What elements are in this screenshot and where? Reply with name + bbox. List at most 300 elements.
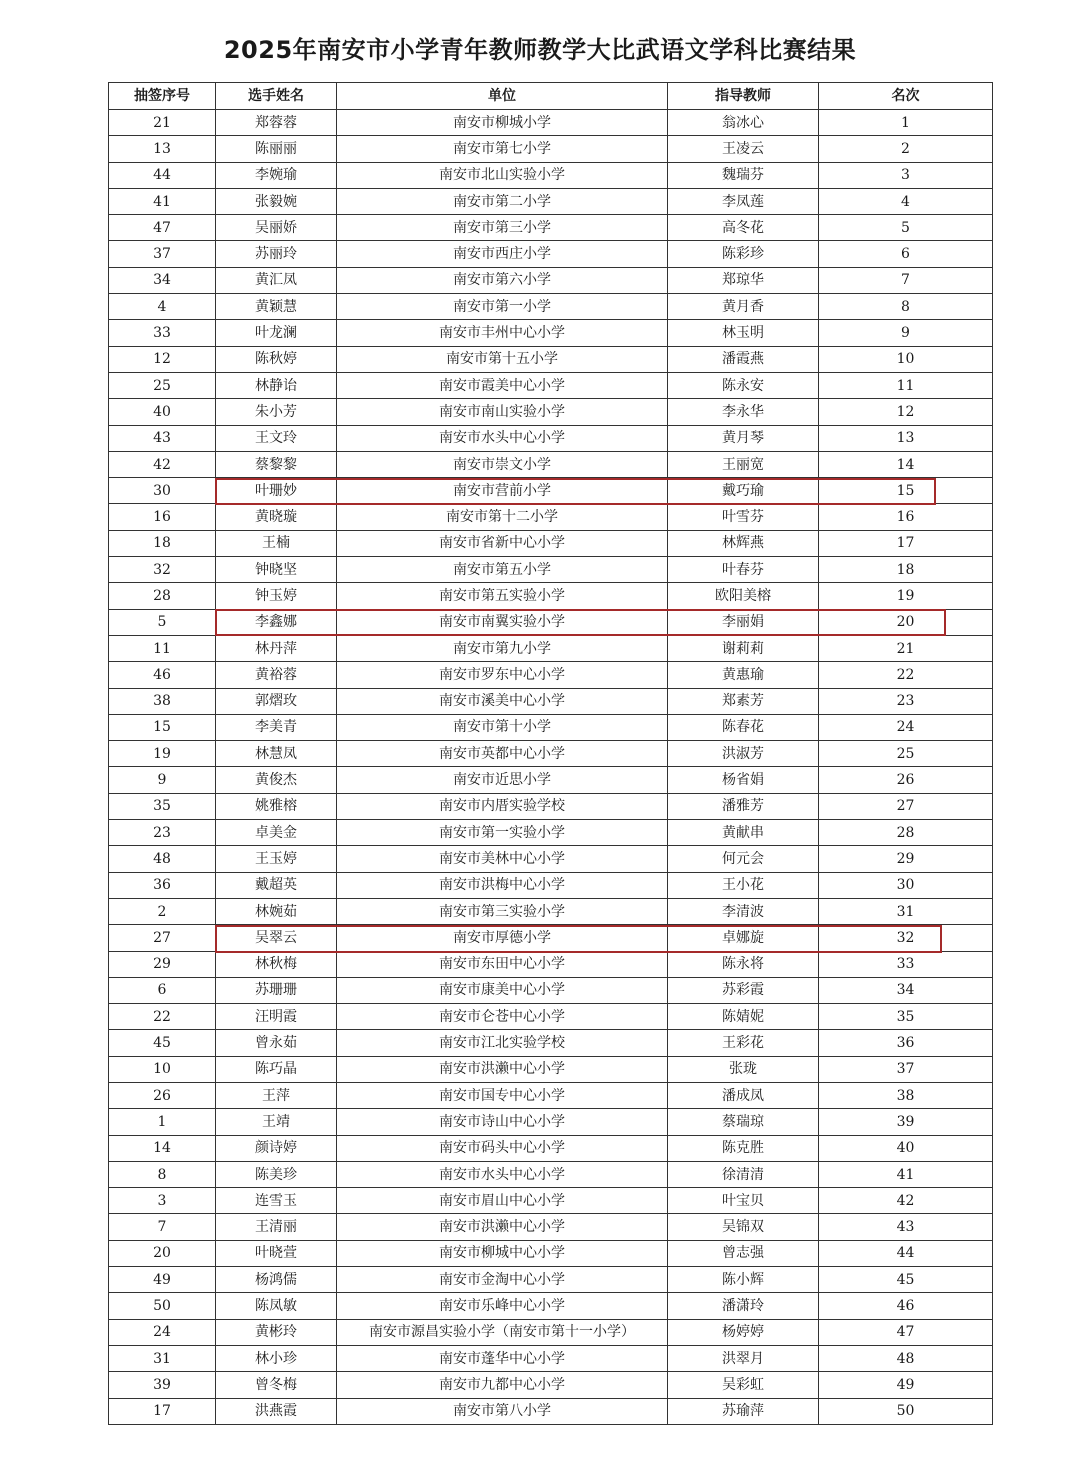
table-row <box>109 977 993 1003</box>
rank-cell: 43 <box>819 1214 993 1240</box>
mentor-cell: 叶宝贝 <box>668 1188 819 1214</box>
draw-number-cell: 26 <box>109 1082 216 1108</box>
contestant-name-cell: 陈丽丽 <box>216 136 337 162</box>
rank-cell: 22 <box>819 662 993 688</box>
table-row <box>109 1161 993 1187</box>
draw-number-cell: 9 <box>109 767 216 793</box>
school-cell: 南安市金淘中心小学 <box>337 1267 668 1293</box>
draw-number-cell: 42 <box>109 451 216 477</box>
table-row <box>109 320 993 346</box>
table-row <box>109 110 993 136</box>
contestant-name-cell: 黄彬玲 <box>216 1319 337 1345</box>
school-cell: 南安市第十二小学 <box>337 504 668 530</box>
draw-number-cell: 34 <box>109 267 216 293</box>
mentor-cell: 陈婧妮 <box>668 1004 819 1030</box>
draw-number-cell: 11 <box>109 635 216 661</box>
mentor-cell: 魏瑞芬 <box>668 162 819 188</box>
school-cell: 南安市第三小学 <box>337 215 668 241</box>
rank-cell: 33 <box>819 951 993 977</box>
mentor-cell: 翁冰心 <box>668 110 819 136</box>
contestant-name-cell: 卓美金 <box>216 820 337 846</box>
rank-cell: 7 <box>819 267 993 293</box>
rank-cell: 1 <box>819 110 993 136</box>
mentor-cell: 徐清清 <box>668 1161 819 1187</box>
mentor-cell: 陈彩珍 <box>668 241 819 267</box>
contestant-name-cell: 黄俊杰 <box>216 767 337 793</box>
rank-cell: 5 <box>819 215 993 241</box>
school-cell: 南安市蓬华中心小学 <box>337 1345 668 1371</box>
mentor-cell: 叶雪芬 <box>668 504 819 530</box>
school-cell: 南安市崇文小学 <box>337 451 668 477</box>
contestant-name-cell: 黄裕蓉 <box>216 662 337 688</box>
rank-cell: 35 <box>819 1004 993 1030</box>
mentor-cell: 李永华 <box>668 399 819 425</box>
draw-number-cell: 6 <box>109 977 216 1003</box>
table-row <box>109 793 993 819</box>
school-cell: 南安市英都中心小学 <box>337 741 668 767</box>
draw-number-cell: 2 <box>109 898 216 924</box>
rank-cell: 17 <box>819 530 993 556</box>
mentor-cell: 郑琼华 <box>668 267 819 293</box>
draw-number-cell: 31 <box>109 1345 216 1371</box>
mentor-cell: 王彩花 <box>668 1030 819 1056</box>
mentor-cell: 曾志强 <box>668 1240 819 1266</box>
draw-number-cell: 48 <box>109 846 216 872</box>
mentor-cell: 洪淑芳 <box>668 741 819 767</box>
rank-cell: 9 <box>819 320 993 346</box>
draw-number-cell: 18 <box>109 530 216 556</box>
school-cell: 南安市省新中心小学 <box>337 530 668 556</box>
contestant-name-cell: 吴丽娇 <box>216 215 337 241</box>
contestant-name-cell: 陈秋婷 <box>216 346 337 372</box>
table-row <box>109 951 993 977</box>
table-row <box>109 1267 993 1293</box>
rank-cell: 46 <box>819 1293 993 1319</box>
school-cell: 南安市水头中心小学 <box>337 425 668 451</box>
school-cell: 南安市眉山中心小学 <box>337 1188 668 1214</box>
draw-number-cell: 49 <box>109 1267 216 1293</box>
draw-number-cell: 36 <box>109 872 216 898</box>
rank-cell: 32 <box>819 925 993 951</box>
table-row <box>109 346 993 372</box>
rank-cell: 24 <box>819 714 993 740</box>
school-cell: 南安市乐峰中心小学 <box>337 1293 668 1319</box>
rank-cell: 4 <box>819 188 993 214</box>
table-row <box>109 1188 993 1214</box>
school-cell: 南安市厚德小学 <box>337 925 668 951</box>
table-row <box>109 1398 993 1424</box>
contestant-name-cell: 王玉婷 <box>216 846 337 872</box>
school-cell: 南安市洪梅中心小学 <box>337 872 668 898</box>
draw-number-cell: 30 <box>109 478 216 504</box>
rank-cell: 25 <box>819 741 993 767</box>
rank-cell: 13 <box>819 425 993 451</box>
mentor-cell: 潘雅芳 <box>668 793 819 819</box>
rank-cell: 40 <box>819 1135 993 1161</box>
mentor-cell: 王小花 <box>668 872 819 898</box>
table-row <box>109 714 993 740</box>
contestant-name-cell: 王萍 <box>216 1082 337 1108</box>
school-cell: 南安市第五实验小学 <box>337 583 668 609</box>
mentor-cell: 杨省娟 <box>668 767 819 793</box>
contestant-name-cell: 苏丽玲 <box>216 241 337 267</box>
contestant-name-cell: 曾冬梅 <box>216 1372 337 1398</box>
school-cell: 南安市第二小学 <box>337 188 668 214</box>
draw-number-cell: 50 <box>109 1293 216 1319</box>
mentor-cell: 黄月琴 <box>668 425 819 451</box>
school-cell: 南安市第一小学 <box>337 294 668 320</box>
contestant-name-cell: 林慧凤 <box>216 741 337 767</box>
table-row <box>109 1345 993 1371</box>
school-cell: 南安市丰州中心小学 <box>337 320 668 346</box>
school-cell: 南安市第十小学 <box>337 714 668 740</box>
contestant-name-cell: 张毅婉 <box>216 188 337 214</box>
school-cell: 南安市康美中心小学 <box>337 977 668 1003</box>
school-cell: 南安市西庄小学 <box>337 241 668 267</box>
table-row <box>109 872 993 898</box>
results-table <box>108 82 993 1425</box>
draw-number-cell: 28 <box>109 583 216 609</box>
school-cell: 南安市水头中心小学 <box>337 1161 668 1187</box>
table-body <box>109 110 993 1425</box>
school-cell: 南安市北山实验小学 <box>337 162 668 188</box>
draw-number-cell: 44 <box>109 162 216 188</box>
mentor-cell: 王丽宽 <box>668 451 819 477</box>
school-cell: 南安市第一实验小学 <box>337 820 668 846</box>
table-row <box>109 372 993 398</box>
table-row <box>109 557 993 583</box>
contestant-name-cell: 叶晓萱 <box>216 1240 337 1266</box>
rank-cell: 37 <box>819 1056 993 1082</box>
contestant-name-cell: 王文玲 <box>216 425 337 451</box>
contestant-name-cell: 陈凤敏 <box>216 1293 337 1319</box>
mentor-cell: 蔡瑞琼 <box>668 1109 819 1135</box>
table-row <box>109 1004 993 1030</box>
rank-cell: 31 <box>819 898 993 924</box>
rank-cell: 6 <box>819 241 993 267</box>
mentor-cell: 李丽娟 <box>668 609 819 635</box>
rank-cell: 27 <box>819 793 993 819</box>
contestant-name-cell: 黄颖慧 <box>216 294 337 320</box>
table-row <box>109 1082 993 1108</box>
school-cell: 南安市南翼实验小学 <box>337 609 668 635</box>
rank-cell: 50 <box>819 1398 993 1424</box>
school-cell: 南安市诗山中心小学 <box>337 1109 668 1135</box>
school-cell: 南安市罗东中心小学 <box>337 662 668 688</box>
table-row <box>109 188 993 214</box>
draw-number-cell: 16 <box>109 504 216 530</box>
draw-number-cell: 46 <box>109 662 216 688</box>
draw-number-cell: 12 <box>109 346 216 372</box>
contestant-name-cell: 林丹萍 <box>216 635 337 661</box>
draw-number-cell: 13 <box>109 136 216 162</box>
contestant-name-cell: 郭熠玫 <box>216 688 337 714</box>
table-row <box>109 1240 993 1266</box>
mentor-cell: 林玉明 <box>668 320 819 346</box>
table-row <box>109 1319 993 1345</box>
school-cell: 南安市南山实验小学 <box>337 399 668 425</box>
contestant-name-cell: 吴翠云 <box>216 925 337 951</box>
school-cell: 南安市码头中心小学 <box>337 1135 668 1161</box>
table-row <box>109 1214 993 1240</box>
header-rank: 名次 <box>819 83 993 110</box>
table-row <box>109 662 993 688</box>
contestant-name-cell: 姚雅榕 <box>216 793 337 819</box>
mentor-cell: 陈春花 <box>668 714 819 740</box>
contestant-name-cell: 李美青 <box>216 714 337 740</box>
table-row <box>109 136 993 162</box>
rank-cell: 36 <box>819 1030 993 1056</box>
school-cell: 南安市内厝实验学校 <box>337 793 668 819</box>
contestant-name-cell: 曾永茹 <box>216 1030 337 1056</box>
rank-cell: 21 <box>819 635 993 661</box>
draw-number-cell: 25 <box>109 372 216 398</box>
school-cell: 南安市东田中心小学 <box>337 951 668 977</box>
mentor-cell: 黄惠瑜 <box>668 662 819 688</box>
mentor-cell: 郑素芳 <box>668 688 819 714</box>
contestant-name-cell: 林婉茹 <box>216 898 337 924</box>
mentor-cell: 卓娜旋 <box>668 925 819 951</box>
table-row <box>109 1293 993 1319</box>
header-draw-number: 抽签序号 <box>109 83 216 110</box>
mentor-cell: 黄献串 <box>668 820 819 846</box>
draw-number-cell: 33 <box>109 320 216 346</box>
table-row <box>109 294 993 320</box>
school-cell: 南安市霞美中心小学 <box>337 372 668 398</box>
rank-cell: 45 <box>819 1267 993 1293</box>
school-cell: 南安市第三实验小学 <box>337 898 668 924</box>
mentor-cell: 戴巧瑜 <box>668 478 819 504</box>
school-cell: 南安市柳城中心小学 <box>337 1240 668 1266</box>
rank-cell: 29 <box>819 846 993 872</box>
draw-number-cell: 27 <box>109 925 216 951</box>
school-cell: 南安市柳城小学 <box>337 110 668 136</box>
contestant-name-cell: 陈巧晶 <box>216 1056 337 1082</box>
mentor-cell: 李凤莲 <box>668 188 819 214</box>
school-cell: 南安市第九小学 <box>337 635 668 661</box>
table-row <box>109 635 993 661</box>
draw-number-cell: 7 <box>109 1214 216 1240</box>
contestant-name-cell: 陈美珍 <box>216 1161 337 1187</box>
mentor-cell: 潘霞燕 <box>668 346 819 372</box>
header-contestant-name: 选手姓名 <box>216 83 337 110</box>
draw-number-cell: 38 <box>109 688 216 714</box>
contestant-name-cell: 王楠 <box>216 530 337 556</box>
table-row <box>109 846 993 872</box>
contestant-name-cell: 连雪玉 <box>216 1188 337 1214</box>
mentor-cell: 苏彩霞 <box>668 977 819 1003</box>
contestant-name-cell: 叶珊妙 <box>216 478 337 504</box>
mentor-cell: 陈小辉 <box>668 1267 819 1293</box>
contestant-name-cell: 颜诗婷 <box>216 1135 337 1161</box>
table-row <box>109 215 993 241</box>
contestant-name-cell: 黄汇凤 <box>216 267 337 293</box>
table-row <box>109 1056 993 1082</box>
table-row <box>109 609 993 635</box>
header-school: 单位 <box>337 83 668 110</box>
rank-cell: 42 <box>819 1188 993 1214</box>
table-row <box>109 1372 993 1398</box>
mentor-cell: 吴彩虹 <box>668 1372 819 1398</box>
rank-cell: 39 <box>819 1109 993 1135</box>
rank-cell: 47 <box>819 1319 993 1345</box>
mentor-cell: 陈克胜 <box>668 1135 819 1161</box>
contestant-name-cell: 黄晓璇 <box>216 504 337 530</box>
draw-number-cell: 22 <box>109 1004 216 1030</box>
rank-cell: 28 <box>819 820 993 846</box>
contestant-name-cell: 朱小芳 <box>216 399 337 425</box>
school-cell: 南安市第七小学 <box>337 136 668 162</box>
draw-number-cell: 3 <box>109 1188 216 1214</box>
table-row <box>109 1109 993 1135</box>
draw-number-cell: 14 <box>109 1135 216 1161</box>
table-row <box>109 162 993 188</box>
contestant-name-cell: 蔡黎黎 <box>216 451 337 477</box>
rank-cell: 48 <box>819 1345 993 1371</box>
mentor-cell: 何元会 <box>668 846 819 872</box>
school-cell: 南安市近思小学 <box>337 767 668 793</box>
mentor-cell: 黄月香 <box>668 294 819 320</box>
table-row <box>109 1135 993 1161</box>
table-row <box>109 241 993 267</box>
rank-cell: 2 <box>819 136 993 162</box>
contestant-name-cell: 林小珍 <box>216 1345 337 1371</box>
table-row <box>109 530 993 556</box>
draw-number-cell: 19 <box>109 741 216 767</box>
rank-cell: 38 <box>819 1082 993 1108</box>
table-row <box>109 267 993 293</box>
rank-cell: 11 <box>819 372 993 398</box>
school-cell: 南安市第十五小学 <box>337 346 668 372</box>
mentor-cell: 陈永安 <box>668 372 819 398</box>
header-mentor: 指导教师 <box>668 83 819 110</box>
rank-cell: 15 <box>819 478 993 504</box>
draw-number-cell: 17 <box>109 1398 216 1424</box>
draw-number-cell: 20 <box>109 1240 216 1266</box>
table-row <box>109 820 993 846</box>
contestant-name-cell: 叶龙澜 <box>216 320 337 346</box>
school-cell: 南安市第五小学 <box>337 557 668 583</box>
draw-number-cell: 41 <box>109 188 216 214</box>
table-row <box>109 399 993 425</box>
contestant-name-cell: 钟晓坚 <box>216 557 337 583</box>
rank-cell: 14 <box>819 451 993 477</box>
mentor-cell: 高冬花 <box>668 215 819 241</box>
draw-number-cell: 23 <box>109 820 216 846</box>
mentor-cell: 洪翠月 <box>668 1345 819 1371</box>
contestant-name-cell: 郑蓉蓉 <box>216 110 337 136</box>
table-row <box>109 451 993 477</box>
draw-number-cell: 5 <box>109 609 216 635</box>
table-header-row <box>109 83 993 110</box>
rank-cell: 18 <box>819 557 993 583</box>
contestant-name-cell: 苏珊珊 <box>216 977 337 1003</box>
mentor-cell: 苏瑜萍 <box>668 1398 819 1424</box>
school-cell: 南安市江北实验学校 <box>337 1030 668 1056</box>
contestant-name-cell: 杨鸿儒 <box>216 1267 337 1293</box>
draw-number-cell: 29 <box>109 951 216 977</box>
school-cell: 南安市营前小学 <box>337 478 668 504</box>
draw-number-cell: 45 <box>109 1030 216 1056</box>
draw-number-cell: 35 <box>109 793 216 819</box>
draw-number-cell: 32 <box>109 557 216 583</box>
table-row <box>109 767 993 793</box>
contestant-name-cell: 林秋梅 <box>216 951 337 977</box>
page-title: 2025年南安市小学青年教师教学大比武语文学科比赛结果 <box>223 36 857 64</box>
table-row <box>109 478 993 504</box>
draw-number-cell: 40 <box>109 399 216 425</box>
draw-number-cell: 43 <box>109 425 216 451</box>
draw-number-cell: 37 <box>109 241 216 267</box>
school-cell: 南安市美林中心小学 <box>337 846 668 872</box>
contestant-name-cell: 戴超英 <box>216 872 337 898</box>
mentor-cell: 欧阳美榕 <box>668 583 819 609</box>
rank-cell: 23 <box>819 688 993 714</box>
rank-cell: 49 <box>819 1372 993 1398</box>
rank-cell: 12 <box>819 399 993 425</box>
table-row <box>109 898 993 924</box>
school-cell: 南安市九都中心小学 <box>337 1372 668 1398</box>
table-row <box>109 425 993 451</box>
rank-cell: 34 <box>819 977 993 1003</box>
draw-number-cell: 39 <box>109 1372 216 1398</box>
draw-number-cell: 21 <box>109 110 216 136</box>
rank-cell: 41 <box>819 1161 993 1187</box>
contestant-name-cell: 李婉瑜 <box>216 162 337 188</box>
school-cell: 南安市源昌实验小学（南安市第十一小学） <box>337 1319 668 1345</box>
school-cell: 南安市第八小学 <box>337 1398 668 1424</box>
table-row <box>109 1030 993 1056</box>
mentor-cell: 叶春芬 <box>668 557 819 583</box>
school-cell: 南安市溪美中心小学 <box>337 688 668 714</box>
mentor-cell: 谢莉莉 <box>668 635 819 661</box>
table-row <box>109 741 993 767</box>
mentor-cell: 吴锦双 <box>668 1214 819 1240</box>
draw-number-cell: 4 <box>109 294 216 320</box>
rank-cell: 44 <box>819 1240 993 1266</box>
draw-number-cell: 10 <box>109 1056 216 1082</box>
contestant-name-cell: 洪燕霞 <box>216 1398 337 1424</box>
contestant-name-cell: 王清丽 <box>216 1214 337 1240</box>
rank-cell: 3 <box>819 162 993 188</box>
mentor-cell: 潘成凤 <box>668 1082 819 1108</box>
mentor-cell: 潘潇玲 <box>668 1293 819 1319</box>
school-cell: 南安市洪濑中心小学 <box>337 1214 668 1240</box>
rank-cell: 19 <box>819 583 993 609</box>
school-cell: 南安市洪濑中心小学 <box>337 1056 668 1082</box>
contestant-name-cell: 汪明霞 <box>216 1004 337 1030</box>
rank-cell: 8 <box>819 294 993 320</box>
school-cell: 南安市国专中心小学 <box>337 1082 668 1108</box>
mentor-cell: 林辉燕 <box>668 530 819 556</box>
draw-number-cell: 47 <box>109 215 216 241</box>
mentor-cell: 陈永将 <box>668 951 819 977</box>
mentor-cell: 李清波 <box>668 898 819 924</box>
table-row <box>109 688 993 714</box>
rank-cell: 30 <box>819 872 993 898</box>
contestant-name-cell: 李鑫娜 <box>216 609 337 635</box>
draw-number-cell: 15 <box>109 714 216 740</box>
school-cell: 南安市仑苍中心小学 <box>337 1004 668 1030</box>
table-row <box>109 583 993 609</box>
draw-number-cell: 24 <box>109 1319 216 1345</box>
mentor-cell: 杨婷婷 <box>668 1319 819 1345</box>
rank-cell: 10 <box>819 346 993 372</box>
draw-number-cell: 8 <box>109 1161 216 1187</box>
table-row <box>109 925 993 951</box>
school-cell: 南安市第六小学 <box>337 267 668 293</box>
contestant-name-cell: 王靖 <box>216 1109 337 1135</box>
